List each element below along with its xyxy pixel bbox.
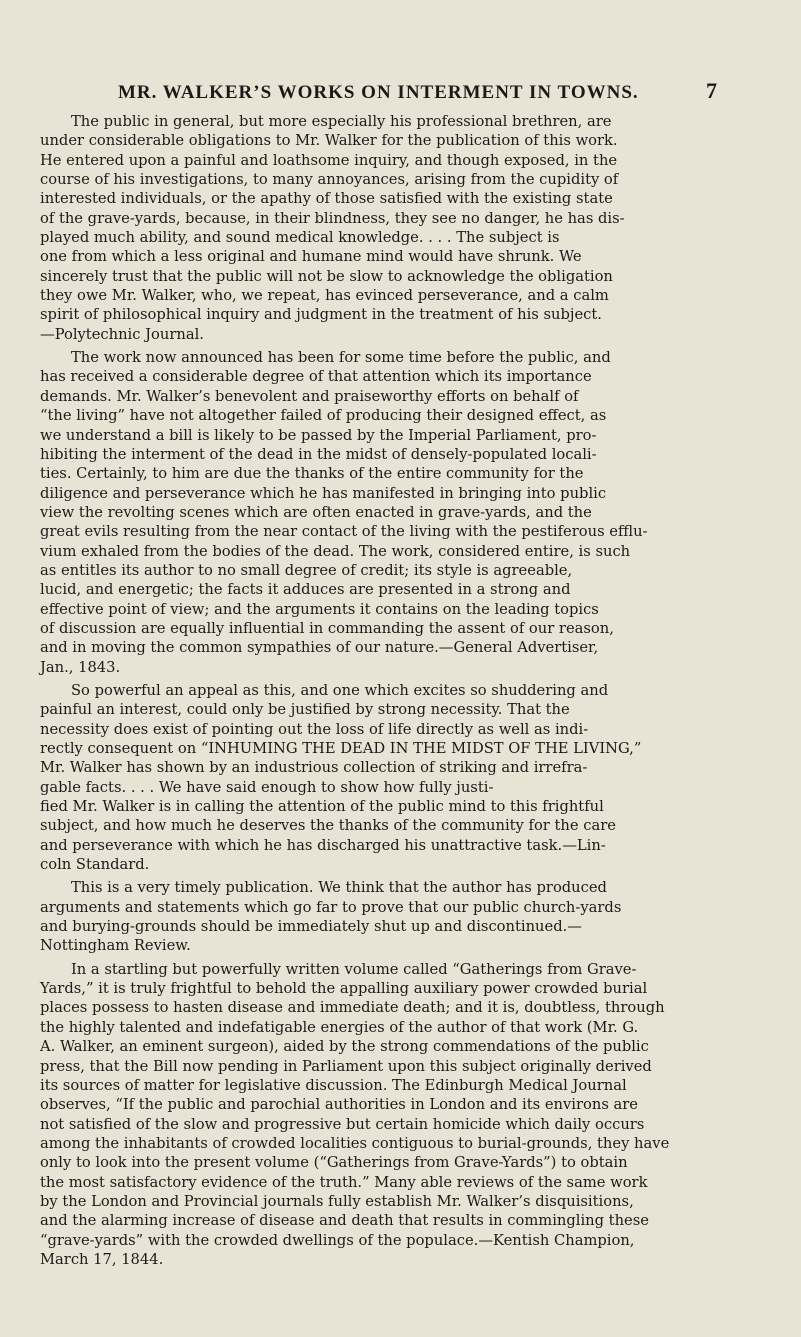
text-line: hibiting the interment of the dead in the midst of densely-populated locali- [40, 445, 597, 463]
review-paragraph [40, 112, 756, 344]
text-line: and in moving the common sympathies of our nature.—General Advertiser, [40, 639, 599, 657]
text-line: press, that the Bill now pending in Parliament upon this subject originally derived [40, 1057, 652, 1075]
text-line: He entered upon a painful and loathsome inquiry, and though exposed, in the [40, 151, 618, 169]
text-line: its sources of matter for legislative discussion. The Edinburgh Medical Journal [40, 1076, 627, 1094]
text-line: Jan., 1843. [40, 658, 121, 676]
text-line: ties. Certainly, to him are due the thanks of the entire community for the [40, 465, 584, 483]
text-line: places possess to hasten disease and immediate death; and it is, doubtless, through [40, 999, 665, 1017]
text-line: the most satisfactory evidence of the truth.” Many able reviews of the same work [40, 1173, 648, 1191]
text-line: one from which a less original and humane mind would have shrunk. We [40, 248, 582, 266]
text-line: under considerable obligations to Mr. Walker for the publication of this work. [40, 132, 618, 150]
text-line: of the grave-yards, because, in their blindness, they see no danger, he has dis- [40, 209, 625, 227]
text-line: among the inhabitants of crowded localities contiguous to burial-grounds, they have [40, 1134, 670, 1152]
review-paragraph [40, 348, 756, 677]
text-line: fied Mr. Walker is in calling the attention of the public mind to this frightful [40, 798, 604, 816]
text-line: “grave-yards” with the crowded dwellings of the populace.—Kentish Champion, [40, 1231, 635, 1249]
text-line: view the revolting scenes which are often enacted in grave-yards, and the [40, 503, 592, 521]
text-line: March 17, 1844. [40, 1250, 164, 1268]
page-body [40, 112, 756, 1273]
text-line: course of his investigations, to many annoyances, arising from the cupidity of [40, 171, 619, 189]
text-line: —Polytechnic Journal. [40, 325, 204, 343]
text-line: has received a considerable degree of that attention which its importance [40, 368, 592, 386]
text-line: great evils resulting from the near contact of the living with the pestiferous efflu- [40, 523, 648, 541]
text-line: Yards,” it is truly frightful to behold the appalling auxiliary power crowded burial [40, 980, 648, 998]
text-line: observes, “If the public and parochial authorities in London and its environs are [40, 1096, 638, 1114]
text-line: not satisfied of the slow and progressive but certain homicide which daily occurs [40, 1115, 645, 1133]
text-line: we understand a bill is likely to be passed by the Imperial Parliament, pro- [40, 426, 597, 444]
running-title: MR. WALKER’S WORKS ON INTERMENT IN TOWNS. [118, 82, 639, 103]
text-line: and perseverance with which he has discharged his unattractive task.—Lin- [40, 836, 606, 854]
text-line: as entitles its author to no small degree of credit; its style is agreeable, [40, 561, 573, 579]
text-line: “the living” have not altogether failed of producing their designed effect, as [40, 407, 607, 425]
text-line: the highly talented and indefatigable energies of the author of that work (Mr. G. [40, 1018, 639, 1036]
text-line: The public in general, but more especially his professional brethren, are [71, 113, 612, 130]
page-number: 7 [706, 78, 718, 103]
text-line: diligence and perseverance which he has manifested in bringing into public [40, 484, 607, 502]
text-line: lucid, and energetic; the facts it adduces are presented in a strong and [40, 581, 571, 599]
text-line: Nottingham Review. [40, 937, 191, 955]
text-line: only to look into the present volume (“Gatherings from Grave-Yards”) to obtain [40, 1154, 628, 1172]
text-line: A. Walker, an eminent surgeon), aided by the strong commendations of the public [40, 1038, 649, 1056]
text-line: Mr. Walker has shown by an industrious collection of striking and irrefra- [40, 759, 588, 777]
text-line: and burying-grounds should be immediately shut up and discontinued.— [40, 918, 582, 936]
text-line: of discussion are equally influential in commanding the assent of our reason, [40, 619, 614, 637]
text-line: necessity does exist of pointing out the loss of life directly as well as indi- [40, 720, 589, 738]
text-line: effective point of view; and the arguments it contains on the leading topics [40, 600, 599, 618]
text-line: and the alarming increase of disease and death that results in commingling these [40, 1212, 649, 1230]
text-line: subject, and how much he deserves the thanks of the community for the care [40, 817, 616, 835]
text-line: vium exhaled from the bodies of the dead. The work, considered entire, is such [40, 542, 631, 560]
text-line: interested individuals, or the apathy of those satisfied with the existing state [40, 190, 613, 208]
text-line: coln Standard. [40, 856, 150, 874]
text-line: played much ability, and sound medical knowledge. . . . The subject is [40, 229, 560, 247]
running-header [118, 78, 718, 104]
text-line: In a startling but powerfully written volume called “Gatherings from Grave- [71, 960, 637, 978]
review-paragraph [40, 878, 756, 955]
text-line: The work now announced has been for some time before the public, and [71, 349, 611, 367]
text-line: sincerely trust that the public will not be slow to acknowledge the obligation [40, 267, 613, 285]
text-line: demands. Mr. Walker’s benevolent and praiseworthy efforts on behalf of [40, 387, 579, 405]
review-paragraph [40, 681, 756, 874]
text-line: This is a very timely publication. We think that the author has produced [71, 879, 607, 897]
text-line: arguments and statements which go far to prove that our public church-yards [40, 898, 622, 916]
review-paragraph [40, 960, 756, 1270]
text-line: painful an interest, could only be justified by strong necessity. That the [40, 701, 570, 719]
text-line: spirit of philosophical inquiry and judgment in the treatment of his subject. [40, 306, 602, 324]
text-line: gable facts. . . . We have said enough to show how fully justi- [40, 778, 494, 796]
text-line: rectly consequent on “INHUMING THE DEAD IN THE MIDST OF THE LIVING,” [40, 740, 642, 757]
text-line: So powerful an appeal as this, and one which excites so shuddering and [71, 681, 609, 699]
text-line: they owe Mr. Walker, who, we repeat, has evinced perseverance, and a calm [40, 287, 609, 305]
text-line: by the London and Provincial journals fully establish Mr. Walker’s disquisitions, [40, 1192, 634, 1210]
